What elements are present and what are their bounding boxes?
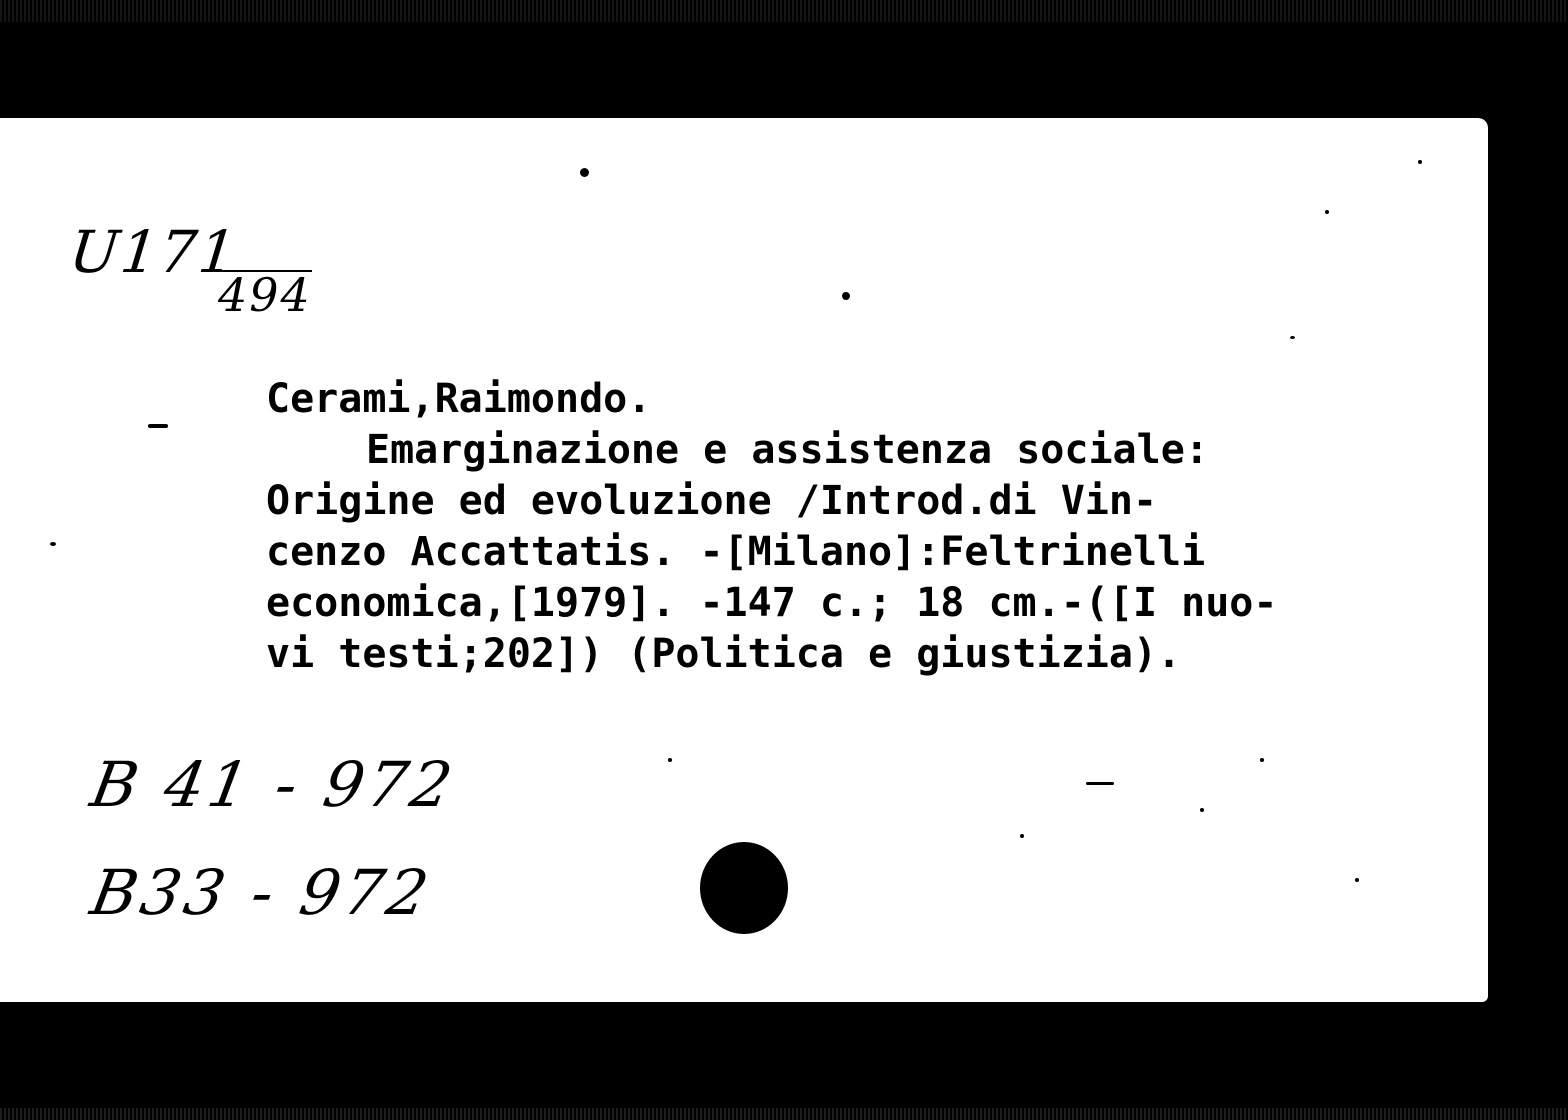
entry-line: cenzo Accattatis. -[Milano]:Feltrinelli (266, 529, 1206, 575)
shelf-mark: B33 - 972 (85, 856, 438, 929)
entry-line: vi testi;202]) (Politica e giustizia). (266, 631, 1182, 677)
scan-speck (580, 168, 589, 177)
catalog-card (0, 118, 1488, 1002)
scan-speck (1418, 160, 1422, 164)
scan-edge-bottom (0, 1108, 1568, 1120)
accession-subnumber: 494 (218, 268, 312, 322)
scan-speck (668, 758, 672, 762)
accession-number: U171 (66, 218, 242, 286)
author-heading: Cerami,Raimondo. (266, 376, 652, 422)
title-line: Emarginazione e assistenza sociale: (366, 427, 1209, 473)
shelf-mark: B 41 - 972 (85, 748, 462, 821)
scan-speck (148, 424, 168, 428)
scan-speck (1200, 808, 1204, 812)
entry-line: Origine ed evoluzione /Introd.di Vin- (266, 478, 1158, 524)
scan-speck (842, 292, 850, 300)
entry-line: economica,[1979]. -147 c.; 18 cm.-([I nuo- (266, 580, 1278, 626)
scan-speck (1086, 782, 1114, 785)
punch-hole (700, 842, 788, 934)
scan-speck (1325, 210, 1329, 214)
catalog-entry (266, 374, 1466, 680)
scan-speck (1355, 878, 1359, 882)
scan-speck (1020, 834, 1024, 838)
scan-speck (1260, 758, 1264, 762)
scan-speck (50, 542, 56, 546)
scan-speck (1290, 336, 1295, 339)
scan-edge-top (0, 0, 1568, 22)
